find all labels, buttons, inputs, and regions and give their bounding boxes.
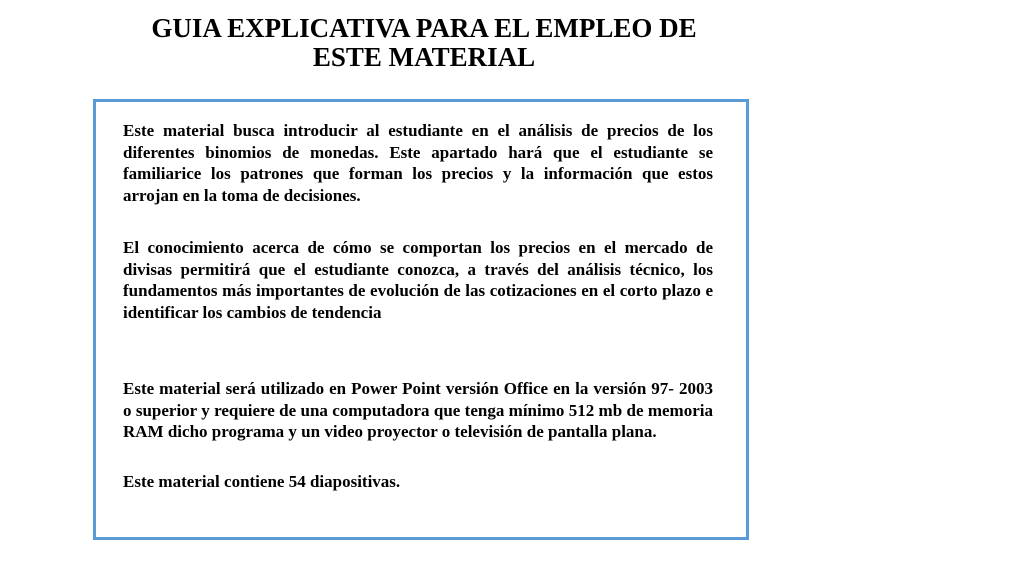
paragraph-knowledge: El conocimiento acerca de cómo se comportan los precios en el mercado de divisas permitirá que el estudiante conozca, a través del análisis técnico, los fundamentos más importantes de evolución de las cotizaciones en el corto plazo e identificar los cambios de tendencia [123, 238, 713, 322]
slide-title-line-2: ESTE MATERIAL [312, 42, 536, 72]
content-text-box [93, 99, 749, 540]
slide-title-line-1: GUIA EXPLICATIVA PARA EL EMPLEO DE [151, 13, 697, 43]
slide-title [100, 14, 748, 72]
paragraph-slide-count: Este material contiene 54 diapositivas. [123, 472, 401, 491]
paragraph-requirements: Este material será utilizado en Power Point versión Office en la versión 97- 2003 o superior y requiere de una computadora que tenga mínimo 512 mb de memoria RAM dicho programa y un video proyector o televisión de pantalla plana. [123, 379, 713, 441]
paragraph-intro: Este material busca introducir al estudiante en el análisis de precios de los diferentes binomios de monedas. Este apartado hará que el estudiante se familiarice los patrones que forman los precios y la información que estos arrojan en la toma de decisiones. [123, 121, 713, 205]
